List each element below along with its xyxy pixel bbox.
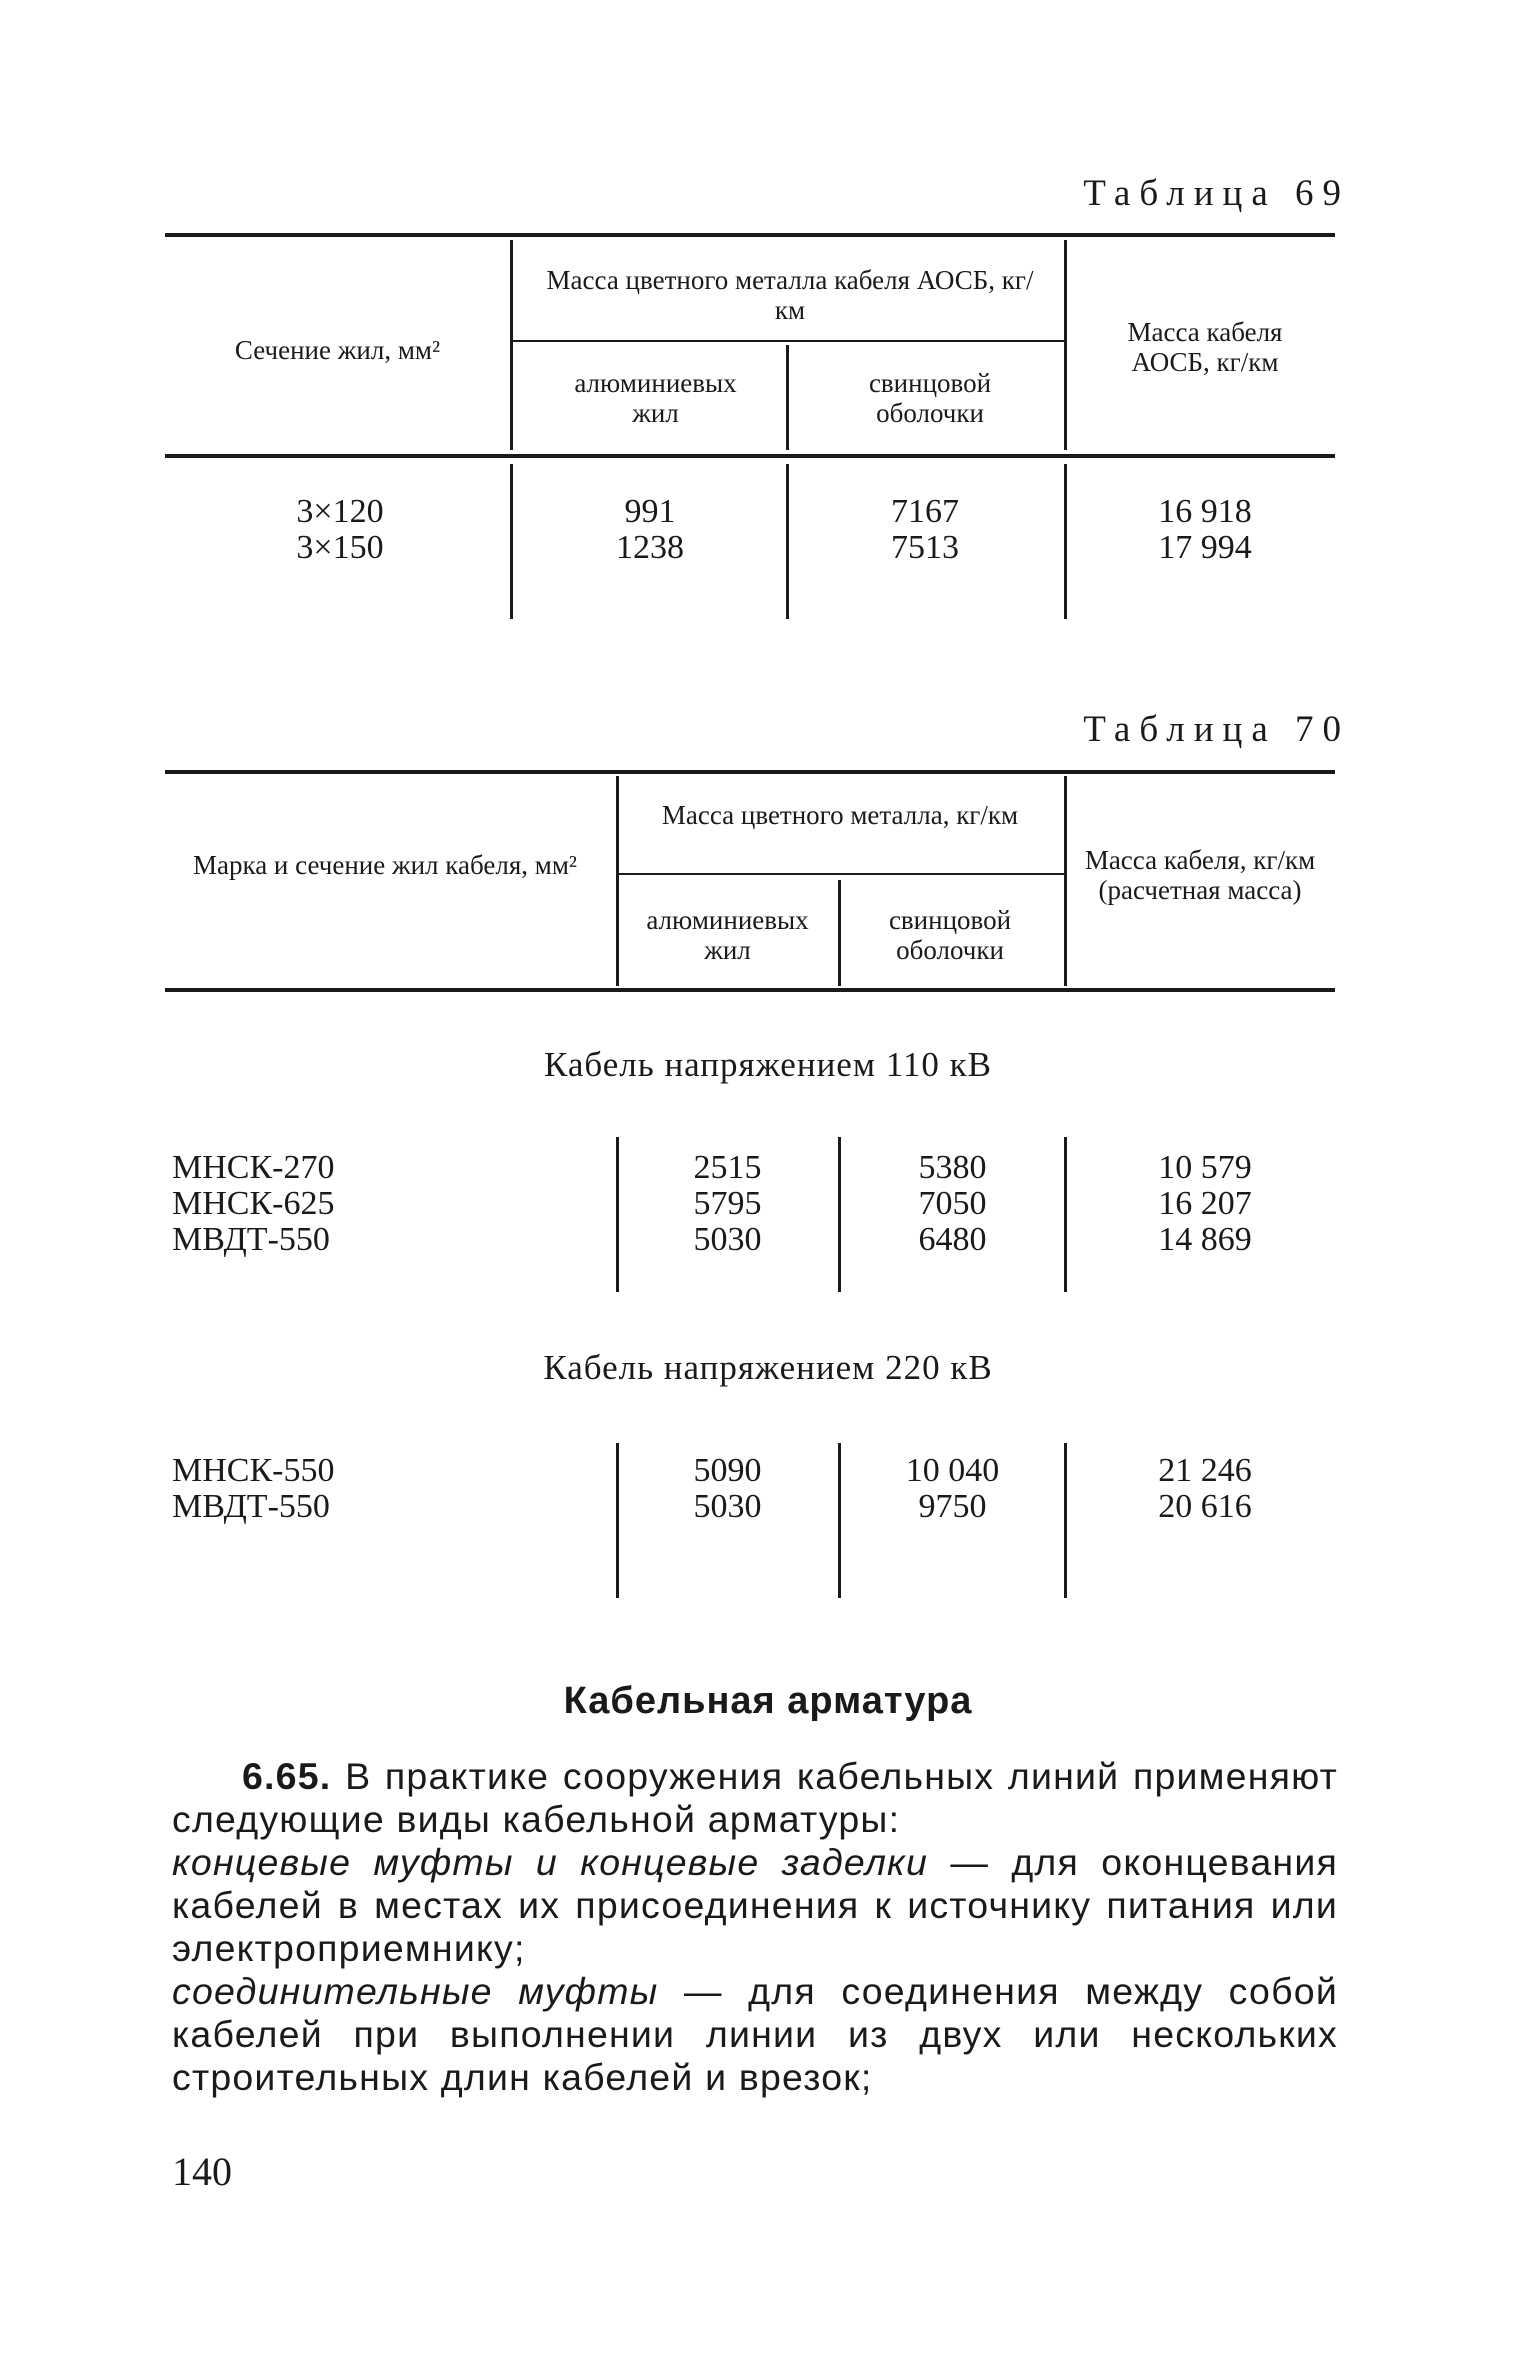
group1-vline-3	[1064, 1137, 1067, 1292]
group1-row3-lead: 6480	[918, 1221, 987, 1258]
item2-text: — для соединения между собой кабелей при выполнении линии из двух или нескольких строительных длин кабелей и врезок;	[172, 1970, 1338, 2098]
group1-row3-brand: МВДТ-550	[172, 1221, 330, 1258]
table-69-col-mass	[1100, 494, 1310, 566]
table-69-vline-2	[786, 345, 789, 450]
table-69-header-metal-group: Масса цветного металла кабеля АОСБ, кг/км	[546, 265, 1034, 325]
table-69-body-vline-3	[1064, 464, 1067, 619]
group1-vline-1	[616, 1137, 619, 1292]
table-70-top-rule	[165, 770, 1335, 774]
paragraph-intro-line	[172, 1755, 1338, 1841]
section-heading: Кабельная арматура	[563, 1680, 973, 1722]
group1-col-lead	[860, 1150, 1045, 1258]
page-number: 140	[172, 2149, 232, 2194]
item1-term: концевые муфты и концевые заделки	[172, 1841, 929, 1883]
table-69-body-vline-2	[786, 464, 789, 619]
table-69-row2-mass: 17 994	[1158, 529, 1252, 566]
table-69-vline-1	[510, 240, 513, 450]
group2-row2-lead: 9750	[918, 1488, 987, 1525]
table-69-col-aluminum	[550, 494, 750, 566]
table-69-subheader-rule	[512, 340, 1064, 342]
table-69-row1-section: 3×120	[296, 493, 384, 530]
table-70-group-220kv-title: Кабель напряжением 220 кВ	[543, 1348, 993, 1387]
table-69-row1-aluminum: 991	[624, 493, 676, 530]
group1-row2-mass: 16 207	[1158, 1185, 1252, 1222]
group1-row2-lead: 7050	[918, 1185, 987, 1222]
table-69-col-section	[200, 494, 480, 566]
table-69-caption: Таблица 69	[1083, 173, 1350, 214]
group1-row3-aluminum: 5030	[693, 1221, 762, 1258]
group2-row1-lead: 10 040	[905, 1452, 1000, 1489]
group2-col-brand	[172, 1453, 572, 1525]
table-70-caption: Таблица 70	[1083, 709, 1350, 750]
table-70-header-rule	[165, 988, 1335, 992]
group1-col-aluminum	[640, 1150, 815, 1258]
table-70-vline-2	[838, 880, 841, 986]
group2-col-lead	[860, 1453, 1045, 1525]
group2-row2-brand: МВДТ-550	[172, 1488, 330, 1525]
group2-vline-1	[616, 1443, 619, 1598]
group1-row1-brand: МНСК-270	[172, 1149, 335, 1186]
group1-row2-aluminum: 5795	[693, 1185, 762, 1222]
table-69-header-aluminum: алюминиевых жил	[574, 368, 737, 428]
list-item-end-couplings	[172, 1841, 1338, 1970]
table-69-top-rule	[165, 233, 1335, 237]
group2-row1-mass: 21 246	[1158, 1452, 1252, 1489]
table-70-subheader-rule	[618, 873, 1064, 875]
group2-vline-2	[838, 1443, 841, 1598]
table-70-header-metal-group: Масса цветного металла, кг/км	[661, 800, 1019, 830]
item2-term: соединительные муфты	[172, 1970, 659, 2012]
table-70-vline-3	[1064, 776, 1067, 986]
group2-row2-mass: 20 616	[1158, 1488, 1252, 1525]
group2-col-aluminum	[640, 1453, 815, 1525]
table-69-col-lead	[830, 494, 1020, 566]
list-item-joint-couplings	[172, 1970, 1338, 2099]
group1-col-brand	[172, 1150, 572, 1258]
table-70-header-mass: Масса кабеля, кг/км (расчетная масса)	[1084, 845, 1316, 905]
group1-row1-lead: 5380	[918, 1149, 987, 1186]
group1-row3-mass: 14 869	[1158, 1221, 1252, 1258]
paragraph-number: 6.65.	[242, 1755, 332, 1797]
table-69-row2-aluminum: 1238	[616, 529, 684, 566]
table-69-header-mass: Масса кабеля АОСБ, кг/км	[1127, 317, 1283, 377]
group2-row1-aluminum: 5090	[693, 1452, 762, 1489]
table-69-row2-section: 3×150	[296, 529, 384, 566]
table-69-body-vline-1	[510, 464, 513, 619]
table-69-header-lead: свинцовой оболочки	[868, 368, 992, 428]
group1-row2-brand: МНСК-625	[172, 1185, 335, 1222]
group2-row1-brand: МНСК-550	[172, 1452, 335, 1489]
table-69-row1-lead: 7167	[891, 493, 959, 530]
group1-vline-2	[838, 1137, 841, 1292]
table-69-vline-3	[1064, 240, 1067, 450]
table-70-group-110kv-title: Кабель напряжением 110 кВ	[543, 1045, 993, 1084]
group1-col-mass	[1100, 1150, 1310, 1258]
group2-row2-aluminum: 5030	[693, 1488, 762, 1525]
group2-col-mass	[1100, 1453, 1310, 1525]
paragraph-intro: В практике сооружения кабельных линий применяют следующие виды кабельной арматуры:	[172, 1755, 1338, 1840]
table-69-row2-lead: 7513	[891, 529, 959, 566]
table-69-row1-mass: 16 918	[1158, 493, 1252, 530]
table-69-header-section: Сечение жил, мм²	[234, 335, 441, 365]
item1-text: — для оконцевания кабелей в местах их присоединения к источнику питания или электроприемнику;	[172, 1841, 1338, 1969]
group1-row1-mass: 10 579	[1158, 1149, 1252, 1186]
table-70-vline-1	[616, 776, 619, 986]
paragraph-6-65	[172, 1755, 1338, 2099]
table-70-header-lead: свинцовой оболочки	[888, 905, 1012, 965]
group2-vline-3	[1064, 1443, 1067, 1598]
group1-row1-aluminum: 2515	[693, 1149, 762, 1186]
table-69-header-rule	[165, 454, 1335, 458]
table-70-header-brand: Марка и сечение жил кабеля, мм²	[193, 850, 577, 880]
table-70-header-aluminum: алюминиевых жил	[646, 905, 809, 965]
